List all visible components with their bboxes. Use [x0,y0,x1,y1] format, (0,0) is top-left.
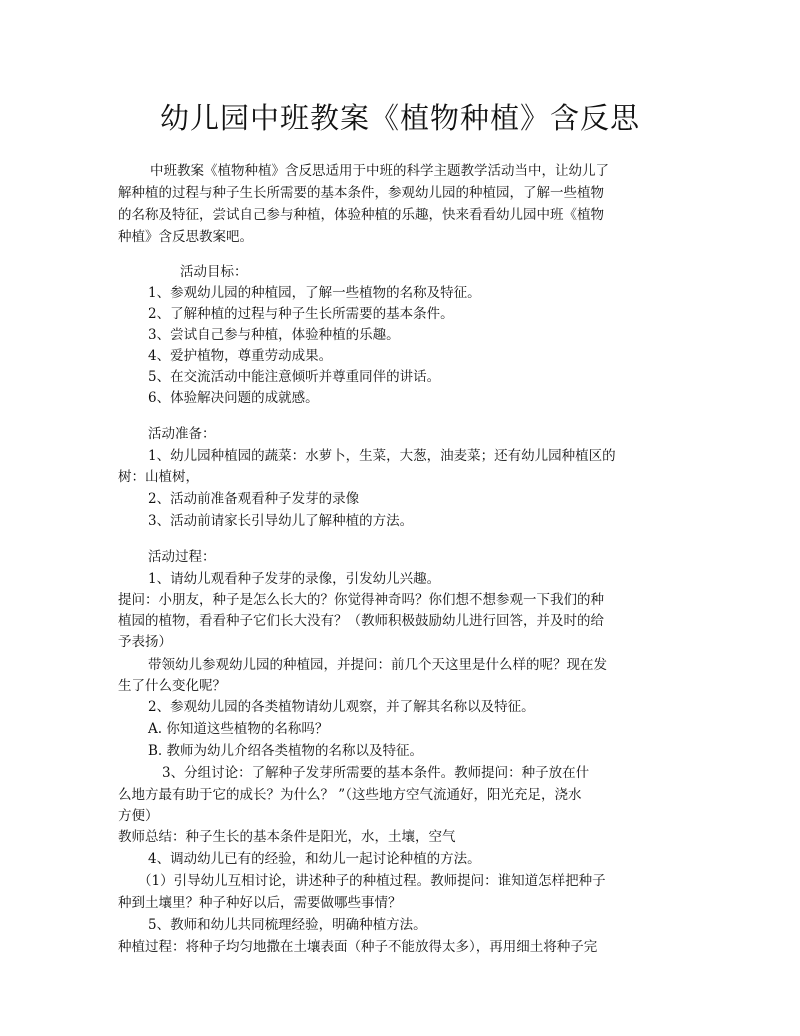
process-line: （1）引导幼儿互相讨论，讲述种子的种植过程。教师提问：谁知道怎样把种子 [138,873,606,889]
process-line: 5、教师和幼儿共同梳理经验，明确种植方法。 [148,917,427,933]
intro-line: 种植》含反思教案吧。 [118,229,253,245]
process-line: 提问：小朋友，种子是怎么长大的？你觉得神奇吗？你们想不想参观一下我们的种 [118,592,604,608]
process-line: 2、参观幼儿园的各类植物请幼儿观察，并了解其名称以及特征。 [148,699,535,715]
process-heading: 活动过程： [148,549,216,565]
process-line: 植园的植物，看看种子它们长大没有？（教师积极鼓励幼儿进行回答，并及时的给 [118,613,604,629]
goal-item: 6、体验解决问题的成就感。 [148,390,319,406]
process-line: 1、请幼儿观看种子发芽的录像，引发幼儿兴趣。 [148,571,441,587]
prep-item: 树：山植树， [118,469,199,485]
process-line: A. 你知道这些植物的名称吗？ [148,721,329,737]
process-line: 种植过程：将种子均匀地撒在土壤表面（种子不能放得太多），再用细土将种子完 [118,939,598,955]
prep-item: 1、幼儿园种植园的蔬菜：水萝卜，生菜，大葱，油麦菜；还有幼儿园种植区的 [148,448,616,464]
process-line: B. 教师为幼儿介绍各类植物的名称以及特征。 [148,743,424,759]
process-line: 生了什么变化呢？ [118,678,226,694]
intro-line: 中班教案《植物种植》含反思适用于中班的科学主题教学活动当中，让幼儿了 [150,163,609,179]
goal-item: 2、了解种植的过程与种子生长所需要的基本条件。 [148,306,454,322]
prep-heading: 活动准备： [148,426,216,442]
prep-item: 2、活动前准备观看种子发芽的录像 [148,491,360,507]
process-line: 予表扬） [118,634,172,650]
goal-item: 4、爱护植物，尊重劳动成果。 [148,348,333,364]
process-line: 带领幼儿参观幼儿园的种植园，并提问：前几个天这里是什么样的呢？现在发 [148,657,607,673]
goal-item: 5、在交流活动中能注意倾听并尊重同伴的讲话。 [148,369,441,385]
process-line: 方便） [118,808,159,824]
process-line: 么地方最有助于它的成长？为什么？ ”（这些地方空气流通好，阳光充足，浇水 [118,787,582,803]
intro-line: 解种植的过程与种子生长所需要的基本条件，参观幼儿园的种植园，了解一些植物 [118,185,604,201]
prep-item: 3、活动前请家长引导幼儿了解种植的方法。 [148,513,414,529]
process-line: 教师总结：种子生长的基本条件是阳光，水，土壤，空气 [118,829,456,845]
process-line: 3、分组讨论：了解种子发芽所需要的基本条件。教师提问：种子放在什 [162,765,590,781]
process-line: 4、调动幼儿已有的经验，和幼儿一起讨论种植的方法。 [148,851,481,867]
intro-line: 的名称及特征，尝试自己参与种植，体验种植的乐趣，快来看看幼儿园中班《植物 [118,207,604,223]
goal-item: 1、参观幼儿园的种植园，了解一些植物的名称及特征。 [148,285,481,301]
goals-heading: 活动目标： [180,264,248,280]
page-title: 幼儿园中班教案《植物种植》含反思 [159,101,640,135]
goal-item: 3、尝试自己参与种植，体验种植的乐趣。 [148,327,400,343]
process-line: 种到土壤里？种子种好以后，需要做哪些事情？ [118,895,402,911]
